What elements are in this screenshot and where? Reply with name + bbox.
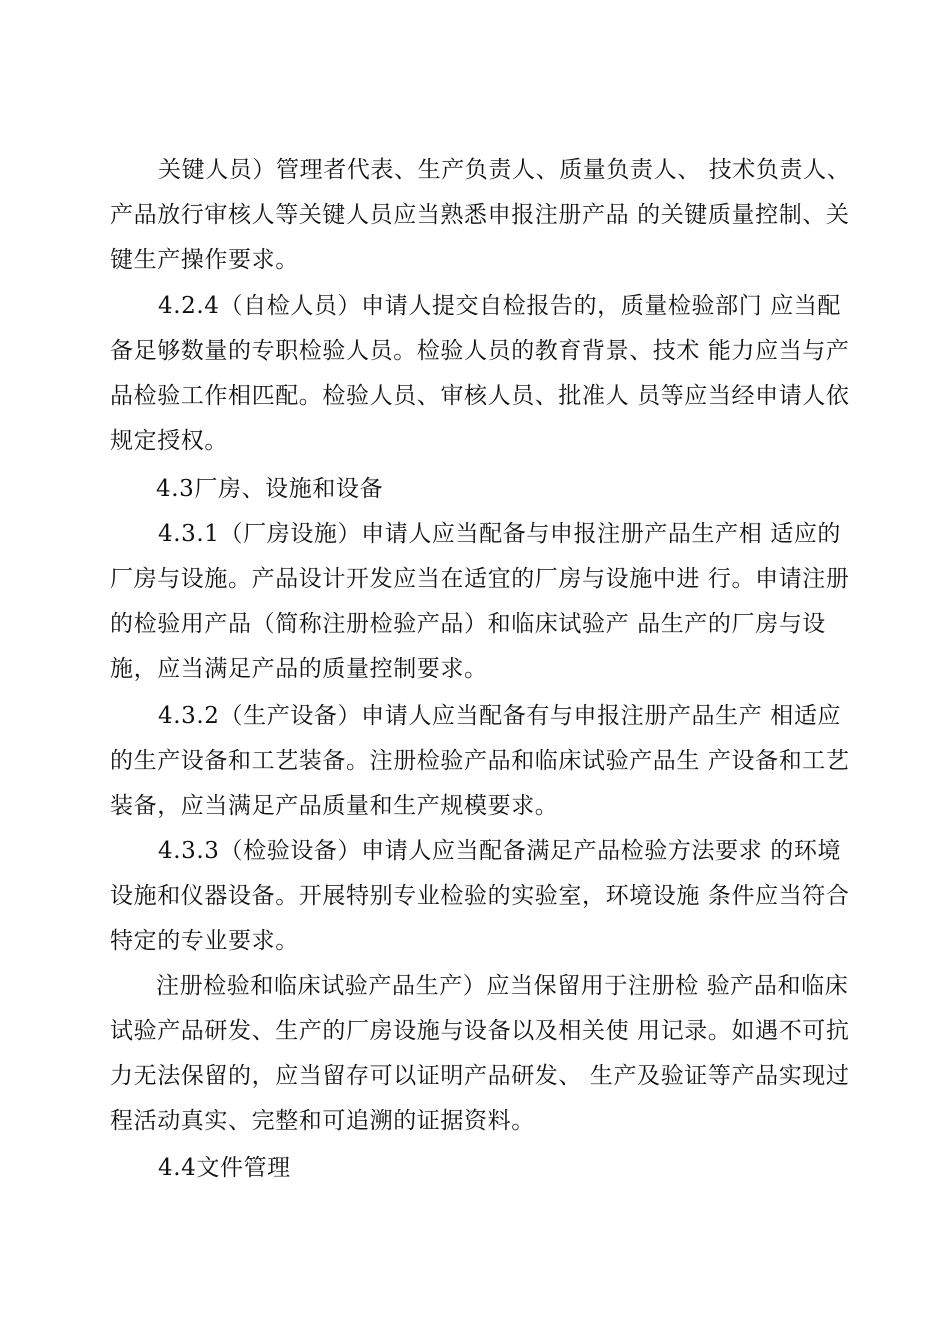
text-line: 品检验工作相匹配。检验人员、审核人员、批准人 员等应当经申请人依 [110,383,850,409]
text-line: 的检验用产品（简称注册检验产品）和临床试验产 品生产的厂房与设 [110,611,826,637]
text-line: 装备，应当满足产品质量和生产规模要求。 [110,793,559,819]
text-line: 施，应当满足产品的质量控制要求。 [110,656,488,682]
text-line: 力无法保留的，应当留存可以证明产品研发、 生产及验证等产品实现过 [110,1063,850,1089]
text-line: 4.3.3（检验设备）申请人应当配备满足产品检验方法要求 的环境 [158,838,842,864]
text-line: 产品放行审核人等关键人员应当熟悉申报注册产品 的关键质量控制、关 [110,202,850,228]
text-line: 4.3.2（生产设备）申请人应当配备有与申报注册产品生产 相适应 [158,703,842,729]
text-line: 备足够数量的专职检验人员。检验人员的教育背景、技术 能力应当与产 [110,338,850,364]
text-line: 规定授权。 [110,428,228,454]
text-line: 4.3.1（厂房设施）申请人应当配备与申报注册产品生产相 适应的 [158,521,842,547]
text-line: 试验产品研发、生产的厂房设施与设备以及相关使 用记录。如遇不可抗 [110,1018,850,1044]
text-line: 键生产操作要求。 [110,247,299,273]
text-line: 设施和仪器设备。开展特别专业检验的实验室，环境设施 条件应当符合 [110,883,850,909]
text-line: 程活动真实、完整和可追溯的证据资料。 [110,1108,535,1134]
section-heading: 4.4文件管理 [158,1155,291,1181]
text-line: 关键人员）管理者代表、生产负责人、质量负责人、 技术负责人、 [158,157,851,183]
text-line: 特定的专业要求。 [110,928,299,954]
text-line: 注册检验和临床试验产品生产）应当保留用于注册检 验产品和临床 [156,973,849,999]
text-line: 厂房与设施。产品设计开发应当在适宜的厂房与设施中进 行。申请注册 [110,566,850,592]
text-line: 4.2.4（自检人员）申请人提交自检报告的，质量检验部门 应当配 [158,293,842,319]
section-heading: 4.3厂房、设施和设备 [156,476,384,502]
text-line: 的生产设备和工艺装备。注册检验产品和临床试验产品生 产设备和工艺 [110,748,850,774]
